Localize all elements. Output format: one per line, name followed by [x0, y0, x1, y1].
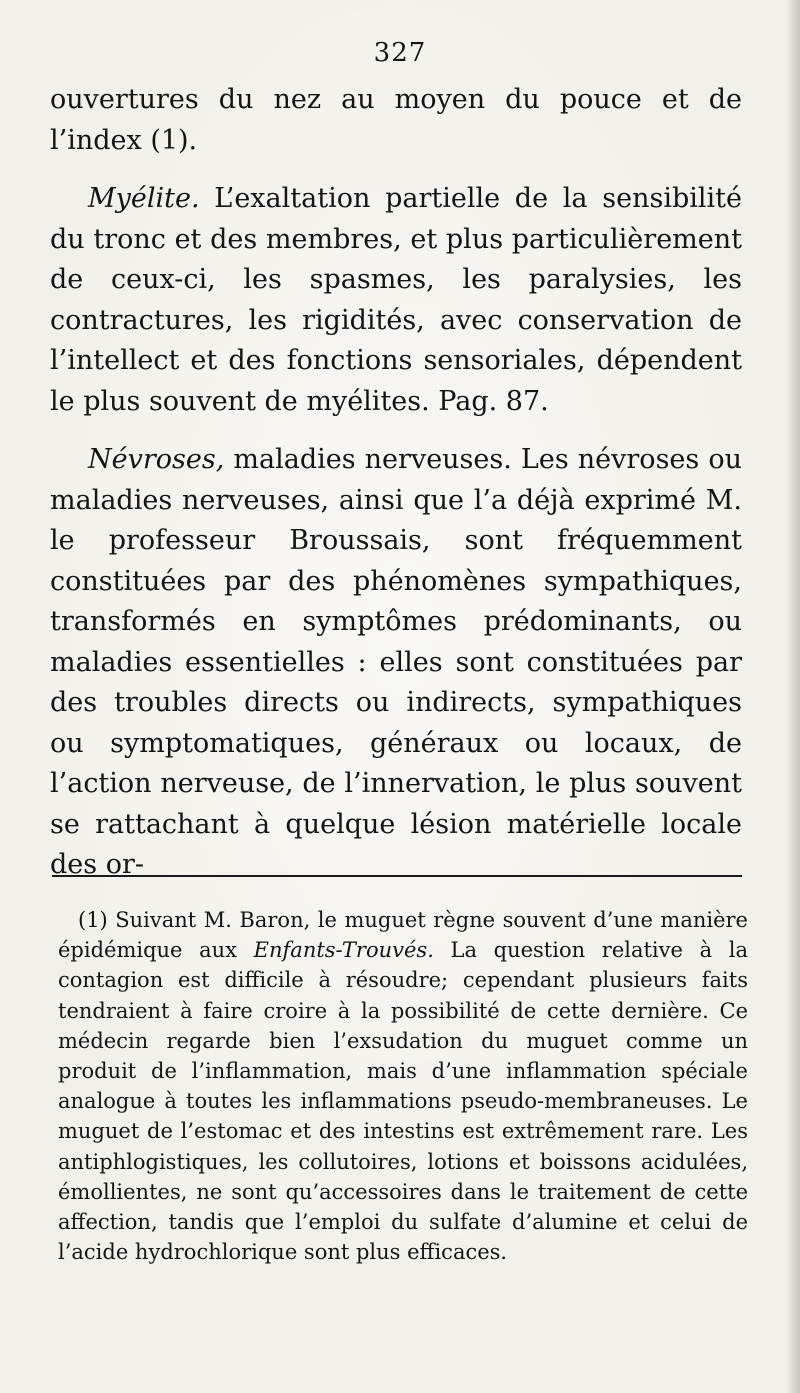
footnote-italic: Enfants-Trouvés.: [253, 938, 434, 963]
term-myelite: Myélite.: [88, 183, 200, 214]
footnote-separator: [52, 875, 742, 877]
page-edge-shadow: [786, 0, 800, 1393]
footnote-text-after: La question relative à la contagion est difficile à résoudre; cependant plusieurs faits tendraient à faire croire à la possibilité de cette dernière. Ce médecin regarde bien l’exsudation du muguet comme un produit de l’inflammation, mais d’une inflammation spéciale analogue à toutes les inflammations pseudo-membraneuses. Le muguet de l’estomac et des intestins est extrêmement rare. Les antiphlogistiques, les collutoires, lotions et boissons acidulées, émollientes, ne sont qu’accessoires dans le traitement de cette affection, tandis que l’emploi du sulfate d’alumine et celui de l’acide hydrochlorique sont plus efficaces.: [58, 938, 748, 1265]
page-number: 327: [373, 38, 427, 68]
term-nevroses: Névroses,: [88, 444, 225, 475]
main-text: [50, 80, 742, 886]
paragraph-nevroses-text: maladies nerveuses. Les névroses ou maladies nerveuses, ainsi que l’a déjà exprimé M. le professeur Broussais, sont fréquemment constituées par des phénomènes sympathiques, transformés en symptômes prédominants, ou maladies essentielles : elles sont constituées par des troubles directs ou indirects, sympathiques ou symptomatiques, généraux ou locaux, de l’action nerveuse, de l’innervation, le plus souvent se rattachant à quelque lésion matérielle locale des or-: [50, 444, 742, 880]
footnote-text-before: (1) Suivant M. Baron, le muguet règne souvent d’une manière épidémique aux: [58, 908, 748, 963]
paragraph-continuation: ouvertures du nez au moyen du pouce et de l’index (1).: [50, 84, 742, 156]
paragraph-myelite: [50, 179, 742, 422]
footnote: [58, 905, 748, 1267]
paragraph-nevroses: [50, 440, 742, 886]
paragraph-myelite-text: L’exaltation partielle de la sensibilité du tronc et des membres, et plus particulièrement de ceux-ci, les spasmes, les paralysies, les contractures, les rigidités, avec conservation de l’intellect et des fonctions sensoriales, dépendent le plus souvent de myélites. Pag. 87.: [50, 183, 742, 417]
